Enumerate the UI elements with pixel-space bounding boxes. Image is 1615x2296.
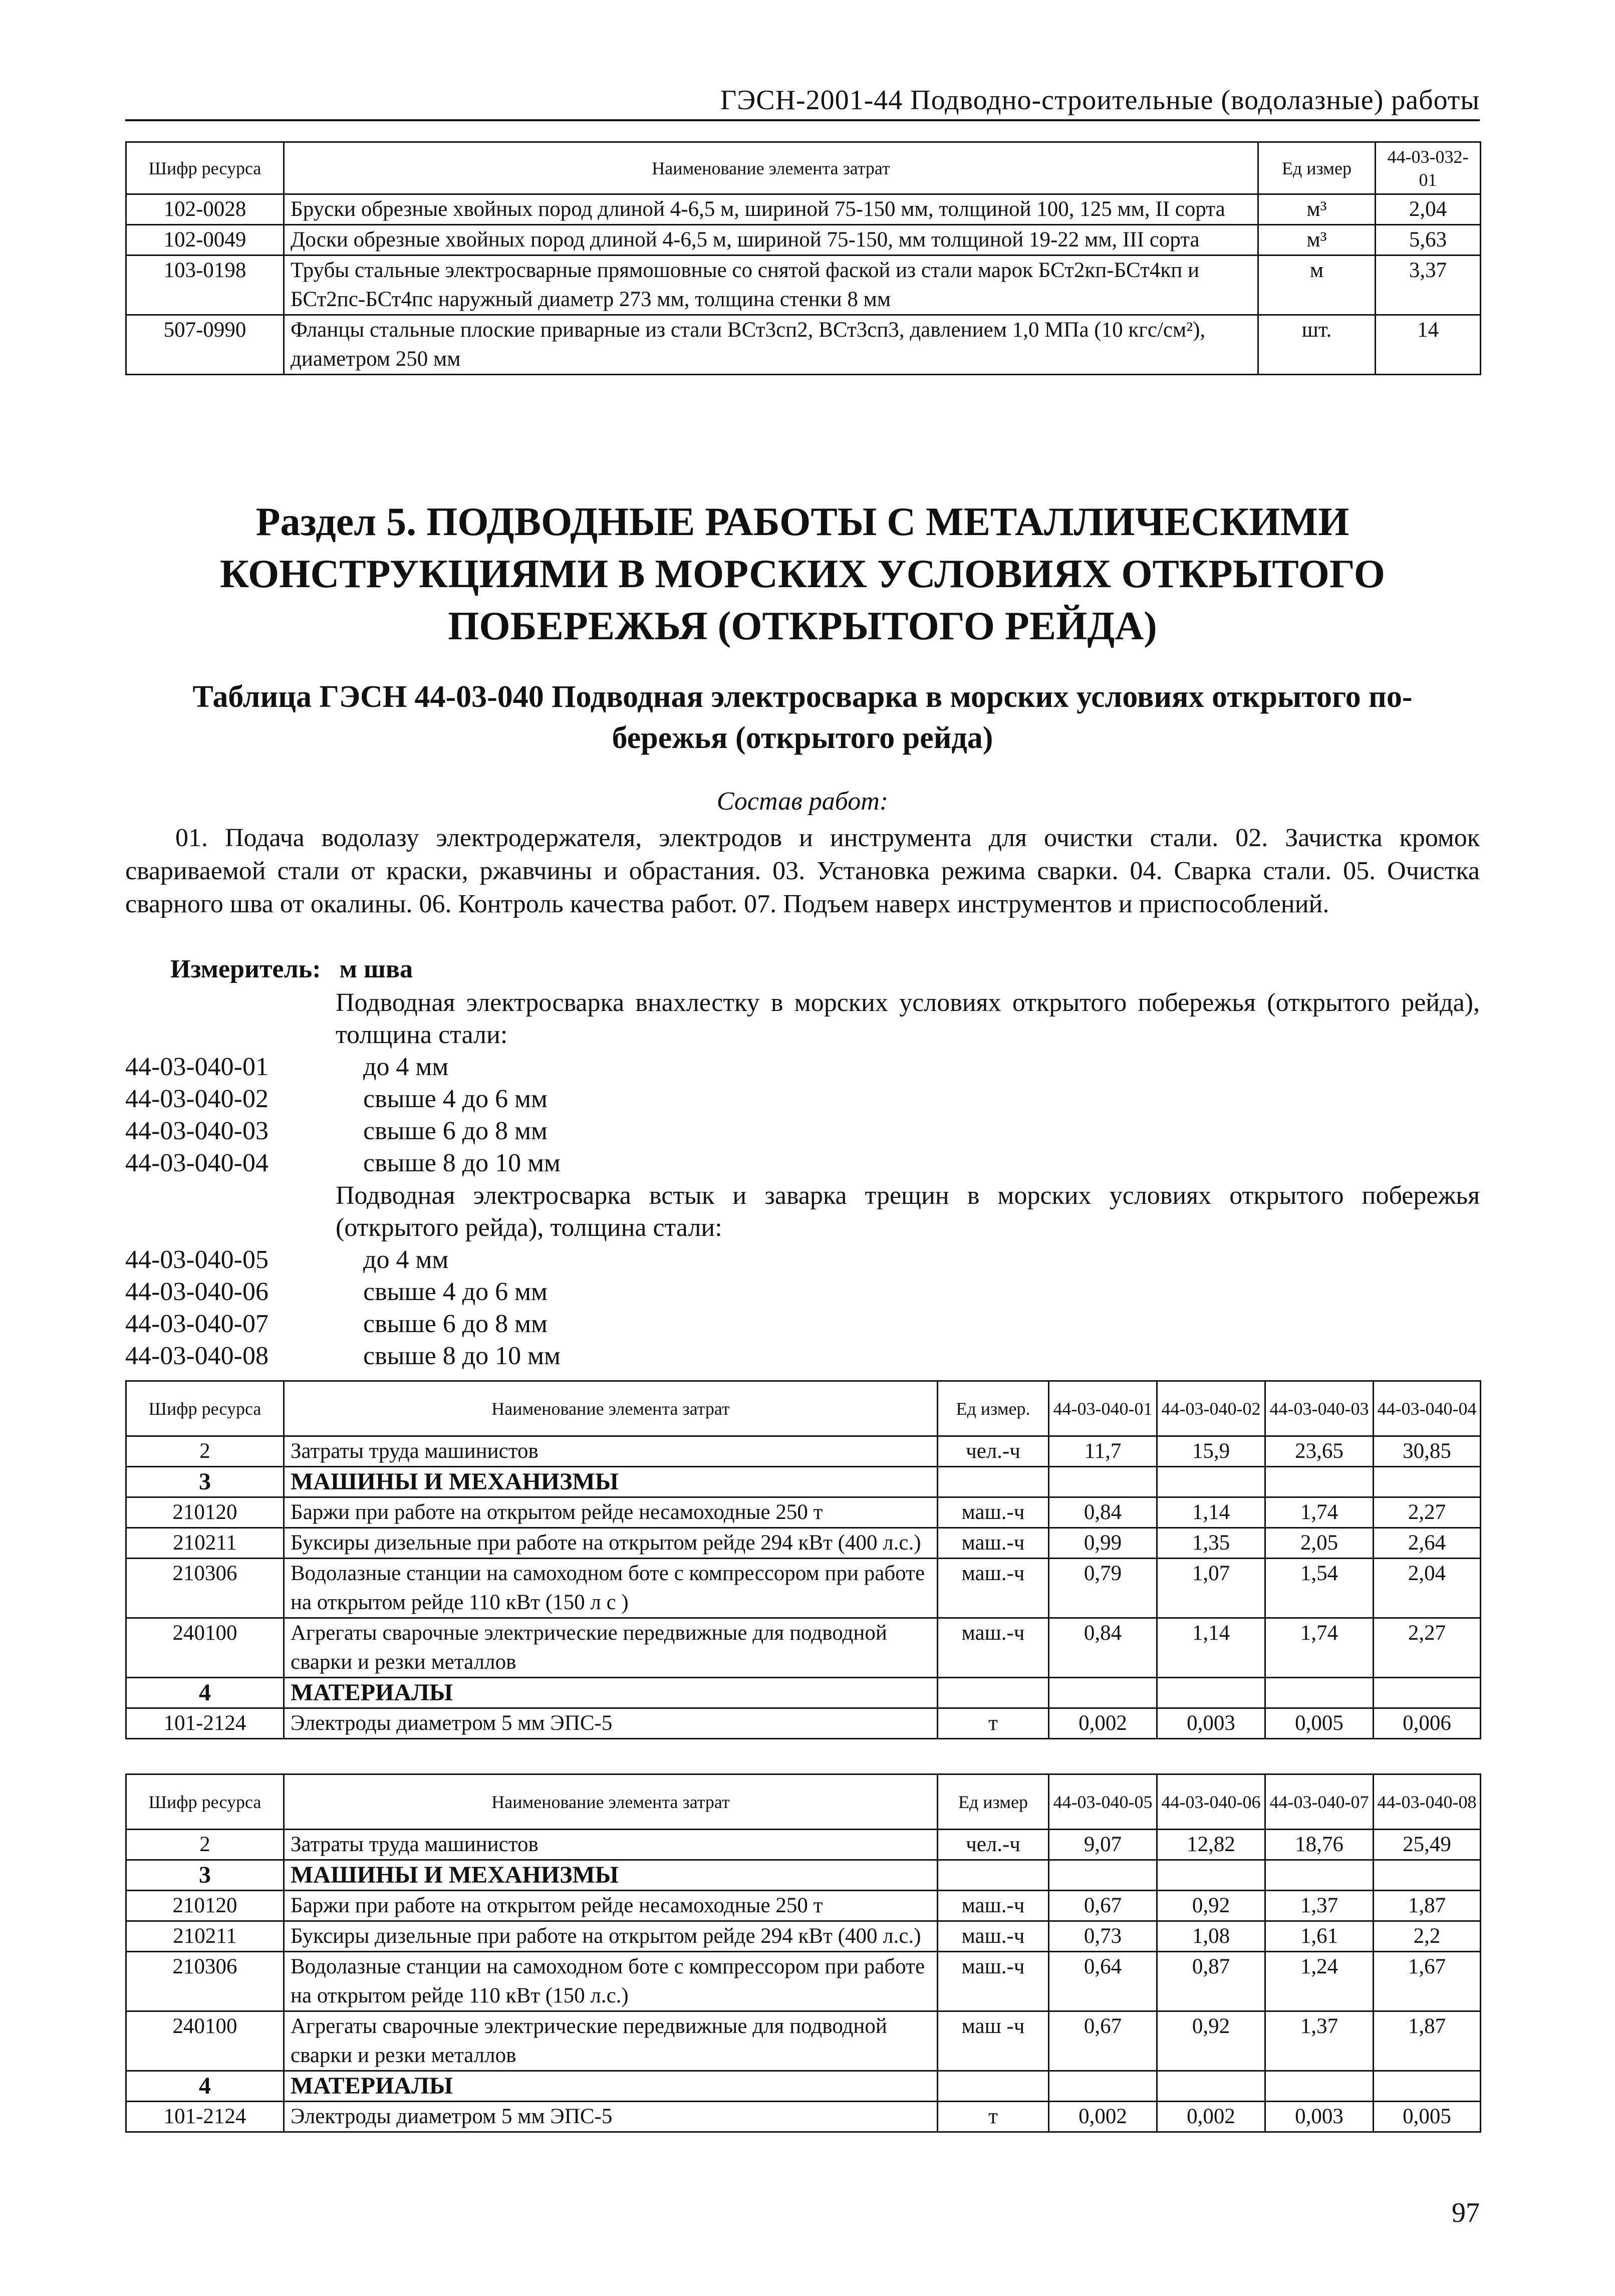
row-unit: маш.-ч xyxy=(938,1559,1049,1618)
row-value: 1,87 xyxy=(1374,2011,1481,2071)
table-row xyxy=(126,1891,1481,1921)
header-column: 44-03-040-04 xyxy=(1374,1381,1481,1436)
norm-code: 44-03-040-01 xyxy=(125,1053,268,1081)
table-header-row xyxy=(126,1774,1481,1830)
row-unit: маш.-ч xyxy=(938,1528,1049,1559)
section-title-line: КОНСТРУКЦИЯМИ В МОРСКИХ УСЛОВИЯХ ОТКРЫТОГО xyxy=(219,552,1385,596)
row-name: МАТЕРИАЛЫ xyxy=(284,1678,938,1708)
norm-code: 44-03-040-08 xyxy=(125,1342,268,1370)
row-name: Затраты труда машинистов xyxy=(284,1830,938,1860)
row-unit: т xyxy=(938,1708,1049,1739)
header-code: Шифр ресурса xyxy=(126,1774,284,1830)
header-code: Шифр ресурса xyxy=(126,1381,284,1436)
norm-text: до 4 мм xyxy=(363,1053,449,1081)
row-unit: м xyxy=(1258,256,1376,315)
meter-label: Измеритель: xyxy=(170,955,321,983)
row-name: Агрегаты сварочные электрические передвижные для подводной сварки и резки металлов xyxy=(284,2011,938,2071)
row-value: 11,7 xyxy=(1049,1436,1157,1467)
norm-item xyxy=(125,1276,1480,1308)
table-title xyxy=(125,676,1480,758)
row-code: 210306 xyxy=(126,1952,284,2011)
page-header xyxy=(125,84,1480,121)
row-code: 2 xyxy=(126,1830,284,1860)
row-value: 0,84 xyxy=(1049,1618,1157,1678)
header-unit: Ед измер xyxy=(1258,142,1376,194)
row-value: 2,04 xyxy=(1376,194,1481,225)
row-unit: чел.-ч xyxy=(938,1830,1049,1860)
row-value: 23,65 xyxy=(1265,1436,1374,1467)
norm-text: свыше 6 до 8 мм xyxy=(363,1117,548,1145)
section-row xyxy=(126,1467,1481,1497)
row-unit: м³ xyxy=(1258,225,1376,256)
row-value: 0,002 xyxy=(1049,1708,1157,1739)
row-name: Баржи при работе на открытом рейде несамоходные 250 т xyxy=(284,1497,938,1528)
row-value: 0,79 xyxy=(1049,1559,1157,1618)
row-name: Агрегаты сварочные электрические передвижные для подводной сварки и резки металлов xyxy=(284,1618,938,1678)
labor-row xyxy=(126,1436,1481,1467)
row-value: 1,08 xyxy=(1157,1921,1265,1952)
row-code: 101-2124 xyxy=(126,2102,284,2132)
norm-item xyxy=(125,1051,1480,1083)
norm-text: свыше 6 до 8 мм xyxy=(363,1310,548,1338)
row-value: 2,05 xyxy=(1265,1528,1374,1559)
row-value: 0,67 xyxy=(1049,2011,1157,2071)
header-column: 44-03-040-05 xyxy=(1049,1774,1157,1830)
table-header-row xyxy=(126,142,1481,194)
row-value: 0,005 xyxy=(1374,2102,1481,2132)
section-row xyxy=(126,2071,1481,2102)
row-code: 240100 xyxy=(126,2011,284,2071)
row-code: 4 xyxy=(126,2071,284,2102)
header-column: 44-03-040-07 xyxy=(1265,1774,1374,1830)
row-value: 30,85 xyxy=(1374,1436,1481,1467)
table-row xyxy=(126,1559,1481,1618)
table-row xyxy=(126,1528,1481,1559)
header-column: 44-03-040-01 xyxy=(1049,1381,1157,1436)
norm-item xyxy=(125,1147,1480,1179)
header-column: 44-03-032-01 xyxy=(1376,142,1481,194)
row-value: 1,14 xyxy=(1157,1618,1265,1678)
resources-table-2 xyxy=(125,1773,1481,2133)
table-title-line: Таблица ГЭСН 44-03-040 Подводная электросварка в морских условиях открытого по- xyxy=(192,680,1413,714)
row-code: 101-2124 xyxy=(126,1708,284,1739)
header-unit: Ед измер. xyxy=(938,1381,1049,1436)
row-value: 0,67 xyxy=(1049,1891,1157,1921)
row-code: 210211 xyxy=(126,1921,284,1952)
row-value: 0,002 xyxy=(1049,2102,1157,2132)
header-column: 44-03-040-06 xyxy=(1157,1774,1265,1830)
row-value: 0,64 xyxy=(1049,1952,1157,2011)
norm-code: 44-03-040-04 xyxy=(125,1149,268,1177)
norm-item xyxy=(125,1308,1480,1340)
row-value: 18,76 xyxy=(1265,1830,1374,1860)
row-unit: маш.-ч xyxy=(938,1891,1049,1921)
labor-row xyxy=(126,1830,1481,1860)
row-value: 2,64 xyxy=(1374,1528,1481,1559)
resources-table-continuation xyxy=(125,141,1481,375)
row-code: 210211 xyxy=(126,1528,284,1559)
norm-item xyxy=(125,1083,1480,1115)
group-title: Подводная электросварка встык и заварка трещин в морских условиях открытого побережья (открытого рейда), толщина стали: xyxy=(336,1181,1480,1242)
row-value: 2,27 xyxy=(1374,1497,1481,1528)
row-unit: т xyxy=(938,2102,1049,2132)
row-name: Буксиры дизельные при работе на открытом рейде 294 кВт (400 л.с.) xyxy=(284,1921,938,1952)
row-unit: маш -ч xyxy=(938,2011,1049,2071)
norm-code: 44-03-040-03 xyxy=(125,1117,268,1145)
row-unit: маш.-ч xyxy=(938,1921,1049,1952)
norm-text: до 4 мм xyxy=(363,1245,449,1274)
row-code: 210120 xyxy=(126,1497,284,1528)
norm-code: 44-03-040-07 xyxy=(125,1310,268,1338)
row-name: МАШИНЫ И МЕХАНИЗМЫ xyxy=(284,1860,938,1891)
row-value: 0,005 xyxy=(1265,1708,1374,1739)
row-value: 1,61 xyxy=(1265,1921,1374,1952)
row-unit: маш.-ч xyxy=(938,1952,1049,2011)
section-title-line: Раздел 5. ПОДВОДНЫЕ РАБОТЫ С МЕТАЛЛИЧЕСКИМИ xyxy=(255,500,1350,544)
norm-text: свыше 8 до 10 мм xyxy=(363,1149,561,1177)
page-number: 97 xyxy=(1452,2197,1480,2228)
row-value: 14 xyxy=(1376,315,1481,375)
row-code: 3 xyxy=(126,1860,284,1891)
table-row xyxy=(126,2011,1481,2071)
table-header-row xyxy=(126,1381,1481,1436)
norm-group-2 xyxy=(125,1180,1480,1372)
row-unit: м³ xyxy=(1258,194,1376,225)
norm-text: свыше 4 до 6 мм xyxy=(363,1085,548,1113)
row-value: 9,07 xyxy=(1049,1830,1157,1860)
row-code: 240100 xyxy=(126,1618,284,1678)
row-value: 2,2 xyxy=(1374,1921,1481,1952)
header-unit: Ед измер xyxy=(938,1774,1049,1830)
section-row xyxy=(126,1678,1481,1708)
row-code: 2 xyxy=(126,1436,284,1467)
row-value: 2,27 xyxy=(1374,1618,1481,1678)
norm-code: 44-03-040-02 xyxy=(125,1085,268,1113)
meter-value: м шва xyxy=(339,955,413,983)
row-name: МАШИНЫ И МЕХАНИЗМЫ xyxy=(284,1467,938,1497)
table-row xyxy=(126,194,1481,225)
row-unit: чел.-ч xyxy=(938,1436,1049,1467)
header-name: Наименование элемента затрат xyxy=(284,142,1258,194)
row-value: 0,99 xyxy=(1049,1528,1157,1559)
row-code: 3 xyxy=(126,1467,284,1497)
table-row xyxy=(126,1497,1481,1528)
row-value: 1,74 xyxy=(1265,1497,1374,1528)
row-value: 0,003 xyxy=(1157,1708,1265,1739)
row-value: 1,14 xyxy=(1157,1497,1265,1528)
norm-item xyxy=(125,1340,1480,1372)
row-code: 102-0028 xyxy=(126,194,284,225)
row-value: 1,07 xyxy=(1157,1559,1265,1618)
row-code: 210306 xyxy=(126,1559,284,1618)
table-row xyxy=(126,2102,1481,2132)
row-code: 210120 xyxy=(126,1891,284,1921)
row-unit: маш.-ч xyxy=(938,1497,1049,1528)
header-title: ГЭСН-2001-44 Подводно-строительные (водолазные) работы xyxy=(720,85,1480,116)
row-value: 1,35 xyxy=(1157,1528,1265,1559)
meter-line xyxy=(170,954,413,984)
header-column: 44-03-040-02 xyxy=(1157,1381,1265,1436)
row-value: 0,92 xyxy=(1157,2011,1265,2071)
norm-code: 44-03-040-05 xyxy=(125,1245,268,1274)
row-value: 0,84 xyxy=(1049,1497,1157,1528)
section-row xyxy=(126,1860,1481,1891)
work-composition-label: Состав работ: xyxy=(716,787,889,816)
header-column: 44-03-040-03 xyxy=(1265,1381,1374,1436)
work-composition-text: 01. Подача водолазу электродержателя, электродов и инструмента для очистки стали. 02. Зачистка кромок свариваемой стали от краски, ржавчины и обрастания. 03. Установка режима сварки. 04. Сварка стали. 05. Очистка сварного шва от окалины. 06. Контроль качества работ. 07. Подъем наверх инструментов и приспособлений. xyxy=(125,824,1480,918)
row-code: 103-0198 xyxy=(126,256,284,315)
row-value: 0,92 xyxy=(1157,1891,1265,1921)
row-code: 102-0049 xyxy=(126,225,284,256)
group-title: Подводная электросварка внахлестку в морских условиях открытого побережья (открытого рейда), толщина стали: xyxy=(336,988,1480,1049)
table-row xyxy=(126,1952,1481,2011)
header-name: Наименование элемента затрат xyxy=(284,1381,938,1436)
row-value: 25,49 xyxy=(1374,1830,1481,1860)
row-value: 12,82 xyxy=(1157,1830,1265,1860)
row-value: 0,87 xyxy=(1157,1952,1265,2011)
norm-group-1 xyxy=(125,987,1480,1179)
row-code: 4 xyxy=(126,1678,284,1708)
row-name: Буксиры дизельные при работе на открытом рейде 294 кВт (400 л.с.) xyxy=(284,1528,938,1559)
row-value: 2,04 xyxy=(1374,1559,1481,1618)
row-name: Трубы стальные электросварные прямошовные со снятой фаской из стали марок БСт2кп-БСт4кп и БСт2пс-БСт4пс наружный диаметр 273 мм, толщина стенки 8 мм xyxy=(284,256,1258,315)
norm-item xyxy=(125,1244,1480,1276)
row-value: 0,73 xyxy=(1049,1921,1157,1952)
norm-text: свыше 8 до 10 мм xyxy=(363,1342,561,1370)
row-value: 3,37 xyxy=(1376,256,1481,315)
norm-item xyxy=(125,1115,1480,1147)
row-unit: маш.-ч xyxy=(938,1618,1049,1678)
section-title-line: ПОБЕРЕЖЬЯ (ОТКРЫТОГО РЕЙДА) xyxy=(448,604,1157,648)
row-name: Водолазные станции на самоходном боте с компрессором при работе на открытом рейде 110 кВт (150 л с ) xyxy=(284,1559,938,1618)
row-value: 1,67 xyxy=(1374,1952,1481,2011)
row-value: 0,003 xyxy=(1265,2102,1374,2132)
row-name: Электроды диаметром 5 мм ЭПС-5 xyxy=(284,1708,938,1739)
row-value: 0,002 xyxy=(1157,2102,1265,2132)
row-value: 1,24 xyxy=(1265,1952,1374,2011)
row-value: 1,37 xyxy=(1265,1891,1374,1921)
resources-table-1 xyxy=(125,1380,1481,1739)
row-name: Фланцы стальные плоские приварные из стали ВСт3сп2, ВСт3сп3, давлением 1,0 МПа (10 кгс/см²), диаметром 250 мм xyxy=(284,315,1258,375)
header-column: 44-03-040-08 xyxy=(1374,1774,1481,1830)
section-title xyxy=(125,496,1480,652)
row-name: Электроды диаметром 5 мм ЭПС-5 xyxy=(284,2102,938,2132)
row-value: 1,87 xyxy=(1374,1891,1481,1921)
row-name: МАТЕРИАЛЫ xyxy=(284,2071,938,2102)
row-value: 1,74 xyxy=(1265,1618,1374,1678)
row-value: 1,54 xyxy=(1265,1559,1374,1618)
table-row xyxy=(126,1618,1481,1678)
row-code: 507-0990 xyxy=(126,315,284,375)
norm-text: свыше 4 до 6 мм xyxy=(363,1278,548,1306)
header-name: Наименование элемента затрат xyxy=(284,1774,938,1830)
table-row xyxy=(126,1708,1481,1739)
row-name: Водолазные станции на самоходном боте с компрессором при работе на открытом рейде 110 кВт (150 л.с.) xyxy=(284,1952,938,2011)
table-row xyxy=(126,225,1481,256)
row-name: Доски обрезные хвойных пород длиной 4-6,5 м, шириной 75-150, мм толщиной 19-22 мм, III сорта xyxy=(284,225,1258,256)
header-code: Шифр ресурса xyxy=(126,142,284,194)
table-row xyxy=(126,256,1481,315)
row-name: Бруски обрезные хвойных пород длиной 4-6,5 м, шириной 75-150 мм, толщиной 100, 125 мм, II сорта xyxy=(284,194,1258,225)
table-row xyxy=(126,315,1481,375)
row-value: 15,9 xyxy=(1157,1436,1265,1467)
table-row xyxy=(126,1921,1481,1952)
row-value: 5,63 xyxy=(1376,225,1481,256)
norm-code: 44-03-040-06 xyxy=(125,1278,268,1306)
table-title-line: бережья (открытого рейда) xyxy=(612,721,993,755)
row-name: Затраты труда машинистов xyxy=(284,1436,938,1467)
row-name: Баржи при работе на открытом рейде несамоходные 250 т xyxy=(284,1891,938,1921)
row-unit: шт. xyxy=(1258,315,1376,375)
row-value: 1,37 xyxy=(1265,2011,1374,2071)
row-value: 0,006 xyxy=(1374,1708,1481,1739)
